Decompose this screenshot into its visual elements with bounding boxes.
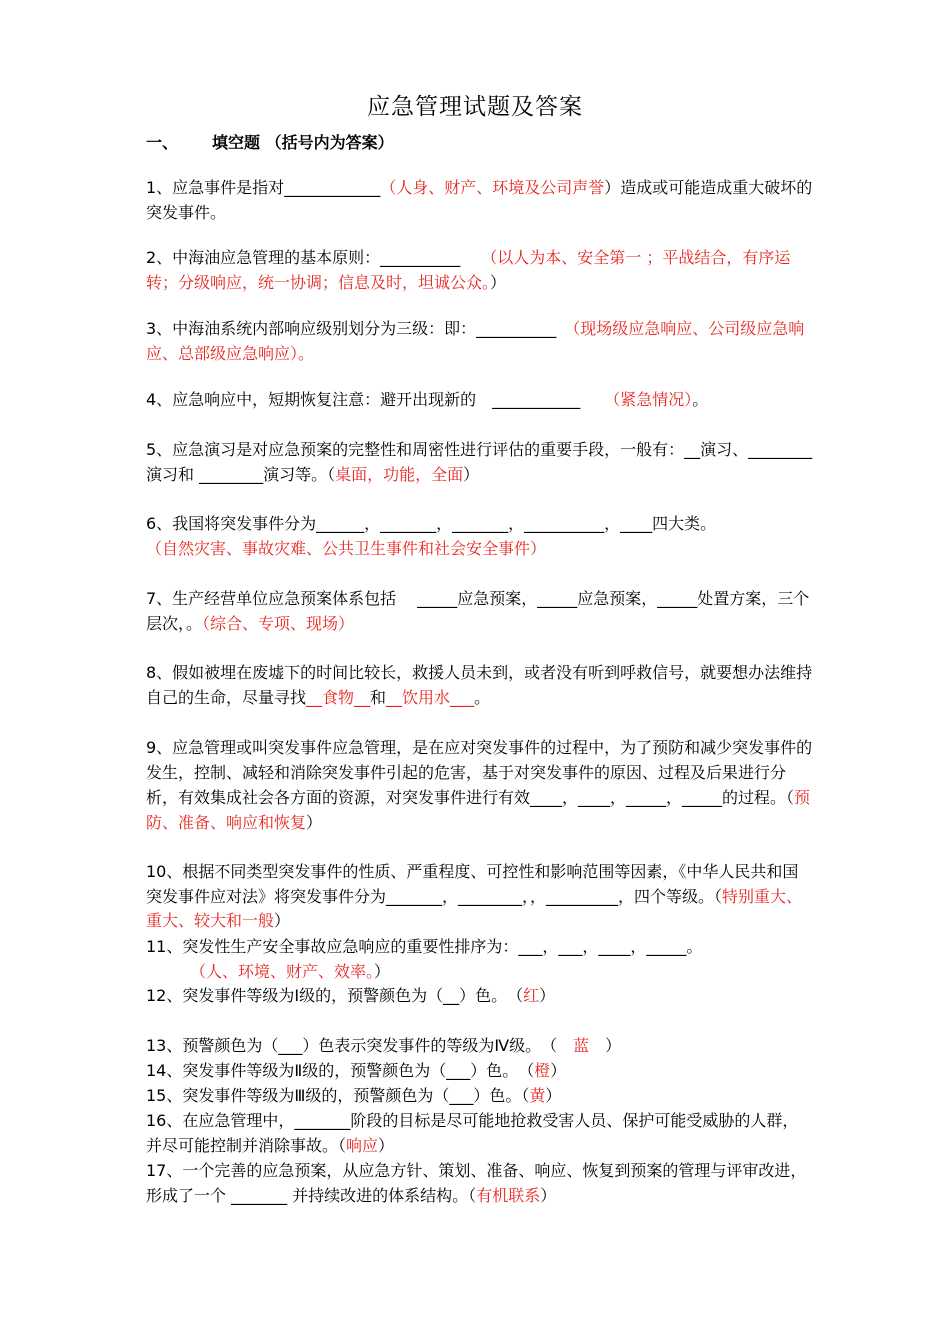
question-text: ） [306,813,323,832]
question-17 [146,1159,814,1208]
question-9 [146,735,814,835]
answer-text: （现场级应急响应、公司级应急响应、总部级应急响应）。 [146,319,805,363]
question-4 [146,387,814,412]
question-12 [146,984,814,1009]
question-text: ） [490,273,507,292]
question-text: 和 [370,688,387,707]
answer-text: （以人为本、安全第一 ；平战结合，有序运转；分级响应，统一协调；信息及时，坦诚公众。 [146,248,791,292]
section-number: 一、 [146,133,179,152]
question-6 [146,511,814,561]
question-13 [146,1034,814,1059]
question-8 [146,660,814,710]
question-text: 11、突发性生产安全事故应急响应的重要性排序为：___，___，____，_____。 [146,937,703,956]
question-text: ）造成或可能造成重大破坏的突发事件。 [146,178,813,222]
answer-text: 蓝 [573,1036,590,1055]
question-15 [146,1084,814,1109]
section-label: 填空题 （括号内为答案） [212,133,394,152]
question-text: ） [545,1086,562,1105]
question-text: ） [589,1036,622,1055]
question-text: 4、应急响应中，短期恢复注意：避开出现新的 [146,390,477,409]
question-text: ） [550,1061,567,1080]
question-3 [146,316,826,366]
question-text: 9、应急管理或叫突发事件应急管理，是在应对突发事件的过程中，为了预防和减少突发事件的发生，控制、减轻和消除突发事件引起的危害，基于对突发事件的原因、过程及后果进行分析，有效集成社会各方面的资源，对突发事件进行有效____，____，_____，_____的过程。（ [146,738,813,807]
question-text: 15、突发事件等级为Ⅲ级的，预警颜色为（___）色。（ [146,1086,530,1105]
question-text: 2、中海油应急管理的基本原则： [146,248,381,267]
question-text: 1、应急事件是指对 [146,178,285,197]
question-10 [146,860,811,934]
answer-text: （紧急情况） [612,390,693,409]
question-text: 16、在应急管理中，_______阶段的目标是尽可能地抢救受害人员、保护可能受威胁的人群，并尽可能控制并消除事故。（ [146,1111,799,1155]
answer-text: __食物__ [306,688,371,707]
answer-blank: __________ [380,248,461,267]
answer-text: （人身、财产、环境及公司声誉 [380,178,605,197]
question-text: ） [540,1185,557,1205]
answer-text: 桌面，功能，全面 [335,465,464,484]
question-7 [146,586,814,636]
question-14 [146,1059,814,1084]
question-text: 14、突发事件等级为Ⅱ级的，预警颜色为（___）色。 （ [146,1061,535,1080]
question-text: 13、预警颜色为（___）色表示突发事件的等级为Ⅳ级。 （ [146,1036,574,1055]
answer-text: 有机联系 [476,1185,541,1205]
question-text: 7、生产经营单位应急预案体系包括 _____应急预案，_____应急预案，_____处置方案，三个层次，。 [146,589,810,633]
answer-text: 黄 [529,1086,546,1105]
answer-blank: ____________ [284,178,381,197]
question-text: 6、我国将突发事件分为______，_______，_______，__________，____四大类。 [146,514,717,533]
answer-text: （人、环境、财产、效率。 [190,961,375,981]
question-text: 5、应急演习是对应急预案的完整性和周密性进行评估的重要手段，一般有：__演习、________演习和 ________演习等。（ [146,440,813,484]
answer-text: 特别重大、重大、较大和一般 [146,886,803,930]
question-text: ） [378,1135,395,1155]
question-5 [146,437,814,487]
question-text: ） [374,961,391,981]
section-heading [146,130,394,153]
answer-text: （自然灾害、事故灾难、公共卫生事件和社会安全事件） [146,539,547,558]
question-text: 。 [692,390,709,409]
question-text: 8、假如被埋在废墟下的时间比较长，救援人员未到，或者没有听到呼救信号，就要想办法维持自己的生命，尽量寻找 [146,663,813,707]
answer-text: 预防、准备、响应和恢复 [146,788,811,832]
question-text: 12、突发事件等级为Ⅰ级的，预警颜色为（__）色。 （ [146,986,524,1005]
question-text: ） [539,986,556,1005]
answer-blank: __________ [476,319,557,338]
question-text: 10、根据不同类型突发事件的性质、严重程度、可控性和影响范围等因素，《中华人民共和国突发事件应对法》将突发事件分为_______，________，，_________，四个等级。（ [146,862,799,906]
question-1 [146,175,814,225]
document-title: 应急管理试题及答案 [367,94,583,120]
question-text: ） [274,911,291,930]
question-16 [146,1109,814,1158]
question-text: 3、中海油系统内部响应级别划分为三级：即： [146,319,477,338]
question-text: ） [463,465,480,484]
answer-text: 橙 [534,1061,551,1080]
question-2 [146,245,814,295]
question-text: 。 [474,688,491,707]
answer-text: （综合、专项、现场） [202,614,355,633]
answer-text: 响应 [346,1135,379,1155]
answer-blank: ___________ [492,390,581,409]
question-11 [146,935,814,984]
answer-text: 红 [523,986,540,1005]
question-text: 17、一个完善的应急预案，从应急方针、策划、准备、响应、恢复到预案的管理与评审改进，形成了一个 _______ 并持续改进的体系结构。（ [146,1161,807,1205]
answer-text: __饮用水___ [386,688,475,707]
